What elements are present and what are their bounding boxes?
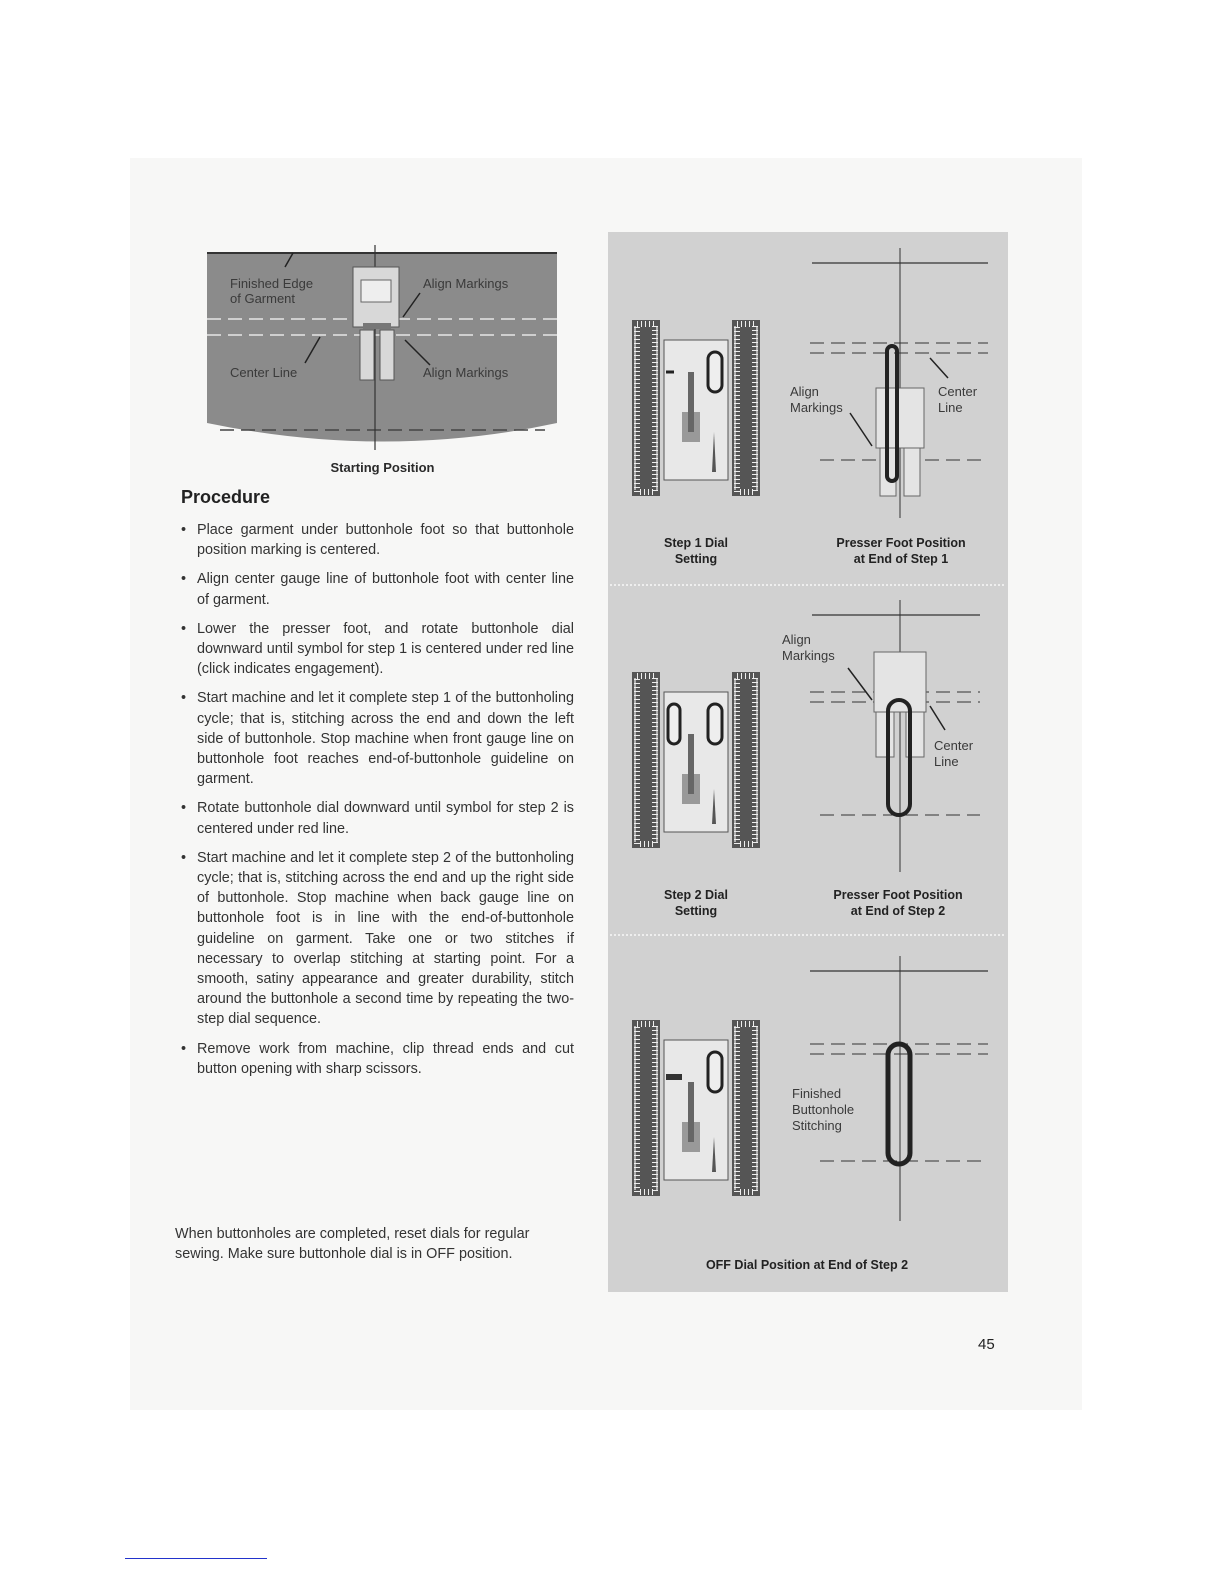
panel-divider	[610, 584, 1004, 586]
step2-foot-caption: Presser Foot Position at End of Step 2	[833, 888, 963, 918]
closing-paragraph: When buttonholes are completed, reset dials for regular sewing. Make sure buttonhole dial is in OFF position.	[175, 1226, 530, 1263]
page-number: 45	[978, 1336, 995, 1353]
label-line: Line	[934, 754, 959, 769]
label-stitching: Stitching	[792, 1118, 842, 1133]
procedure-step: • Start machine and let it complete step 1 of the buttonholing cycle; that is, stitching across the end and down the left side of buttonhole. Stop machine when front gauge line on buttonhole foot reaches end-of-buttonhole guideline on garment.	[181, 688, 574, 789]
off-dial-caption: OFF Dial Position at End of Step 2	[705, 1258, 909, 1272]
procedure-step: • Lower the presser foot, and rotate buttonhole dial downward until symbol for step 1 is centered under red line (click indicates engagement).	[181, 619, 574, 680]
procedure-steps	[181, 520, 574, 1088]
label-center: Center	[934, 738, 974, 753]
finished-buttonhole-figure	[790, 956, 990, 1226]
dial-illustration-step2	[630, 664, 762, 854]
label-align-markings-top: Align Markings	[423, 276, 509, 291]
label-align-markings-bottom: Align Markings	[423, 365, 509, 380]
label-finished: Finished	[792, 1086, 842, 1101]
step1-foot-caption: Presser Foot Position at End of Step 1	[836, 536, 966, 566]
procedure-step: • Align center gauge line of buttonhole foot with center line of garment.	[181, 569, 574, 609]
presser-foot-step1	[790, 248, 990, 533]
step2-dial-caption: Step 2 Dial Setting	[664, 888, 728, 918]
starting-position-illustration	[205, 245, 560, 460]
dial-illustration-step1	[630, 312, 762, 502]
label-align: Align	[790, 384, 819, 399]
procedure-step: • Start machine and let it complete step 2 of the buttonholing cycle; that is, stitching across the end and up the right side of buttonhole. Stop machine when back gauge line on buttonhole foot is in line with the end-of-buttonhole guideline on garment. Take one or two stitches if necessary to overlap stitching at starting point. For a smooth, satiny appearance and greater durability, stitch around the buttonhole a second time by repeating the two-step dial sequence.	[181, 848, 574, 1030]
label-markings: Markings	[782, 648, 835, 663]
label-finished-edge: Finished Edge	[230, 276, 314, 291]
label-buttonhole: Buttonhole	[792, 1102, 855, 1117]
procedure-step: • Rotate buttonhole dial downward until symbol for step 2 is centered under red line.	[181, 798, 574, 838]
dial-illustration-off	[630, 1012, 762, 1202]
label-center-line: Center Line	[230, 365, 298, 380]
label-align: Align	[782, 632, 811, 647]
footer-rule	[125, 1558, 267, 1559]
procedure-step: • Place garment under buttonhole foot so that buttonhole position marking is centered.	[181, 520, 574, 560]
label-markings: Markings	[790, 400, 843, 415]
step1-dial-caption: Step 1 Dial Setting	[664, 536, 728, 566]
label-line: Line	[938, 400, 963, 415]
procedure-step: • Remove work from machine, clip thread ends and cut button opening with sharp scissors.	[181, 1039, 574, 1079]
panel-divider	[610, 934, 1004, 936]
label-center: Center	[938, 384, 978, 399]
label-of-garment: of Garment	[230, 291, 296, 306]
presser-foot-step2	[780, 600, 980, 875]
procedure-heading: Procedure	[181, 487, 271, 507]
starting-position-caption: Starting Position	[330, 460, 435, 475]
